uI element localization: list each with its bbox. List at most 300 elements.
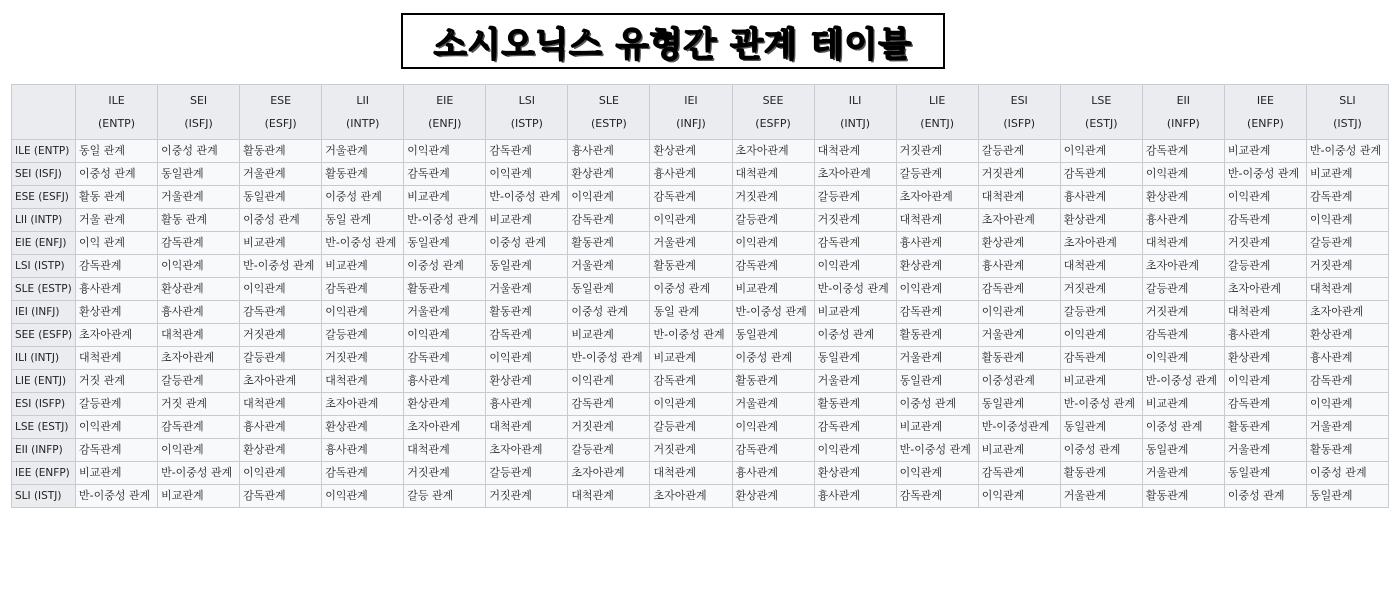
relation-cell: 활동관계 xyxy=(1306,439,1388,462)
relation-cell: 거울관계 xyxy=(1224,439,1306,462)
relation-cell: 흉사관계 xyxy=(650,163,732,186)
relation-cell: 활동 관계 xyxy=(158,209,240,232)
row-header: LIE (ENTJ) xyxy=(12,370,76,393)
relation-cell: 초자아관계 xyxy=(240,370,322,393)
column-header xyxy=(650,85,732,140)
relation-cell: 반-이중성 관계 xyxy=(1060,393,1142,416)
row-header: ESI (ISFP) xyxy=(12,393,76,416)
column-type: (ESTP) xyxy=(590,117,627,130)
relation-cell: 동일관계 xyxy=(978,393,1060,416)
relation-cell: 활동관계 xyxy=(568,232,650,255)
row-header: SEE (ESFP) xyxy=(12,324,76,347)
table-row xyxy=(12,140,1389,163)
relation-cell: 흉사관계 xyxy=(1060,186,1142,209)
relation-cell: 흉사관계 xyxy=(732,462,814,485)
relation-cell: 거짓관계 xyxy=(1060,278,1142,301)
row-header: EIE (ENFJ) xyxy=(12,232,76,255)
relation-cell: 동일 관계 xyxy=(322,209,404,232)
relation-cell: 갈등관계 xyxy=(486,462,568,485)
relation-cell: 흉사관계 xyxy=(404,370,486,393)
relation-cell: 거울관계 xyxy=(322,140,404,163)
row-header: ESE (ESFJ) xyxy=(12,186,76,209)
relation-cell: 이중성 관계 xyxy=(896,393,978,416)
relation-cell: 이익관계 xyxy=(240,462,322,485)
relation-cell: 활동관계 xyxy=(1224,416,1306,439)
relation-cell: 이익관계 xyxy=(1142,163,1224,186)
relation-cell: 이중성 관계 xyxy=(76,163,158,186)
relation-cell: 감독관계 xyxy=(486,324,568,347)
relation-cell: 갈등관계 xyxy=(158,370,240,393)
relation-cell: 이익관계 xyxy=(896,278,978,301)
relation-cell: 동일관계 xyxy=(1306,485,1388,508)
column-header xyxy=(1142,85,1224,140)
relation-cell: 활동관계 xyxy=(1060,462,1142,485)
relation-cell: 거울관계 xyxy=(1060,485,1142,508)
row-header: IEE (ENFP) xyxy=(12,462,76,485)
relation-cell: 이중성관계 xyxy=(978,370,1060,393)
row-header: LSE (ESTJ) xyxy=(12,416,76,439)
table-row xyxy=(12,209,1389,232)
table-row xyxy=(12,301,1389,324)
relation-cell: 이익관계 xyxy=(1306,393,1388,416)
relation-cell: 갈등관계 xyxy=(240,347,322,370)
relation-cell: 이익관계 xyxy=(322,485,404,508)
relation-cell: 거짓관계 xyxy=(240,324,322,347)
column-header xyxy=(404,85,486,140)
relation-cell: 초자아관계 xyxy=(732,140,814,163)
relation-cell: 감독관계 xyxy=(732,439,814,462)
relation-cell: 환상관계 xyxy=(732,485,814,508)
relation-cell: 비교관계 xyxy=(650,347,732,370)
relation-cell: 이익관계 xyxy=(1306,209,1388,232)
relation-cell: 초자아관계 xyxy=(814,163,896,186)
relation-cell: 동일관계 xyxy=(1060,416,1142,439)
relation-cell: 감독관계 xyxy=(1224,209,1306,232)
relation-cell: 흉사관계 xyxy=(322,439,404,462)
relation-cell: 활동 관계 xyxy=(76,186,158,209)
column-header xyxy=(978,85,1060,140)
column-code: LIE xyxy=(928,94,946,107)
relation-cell: 비교관계 xyxy=(1224,140,1306,163)
relation-cell: 흉사관계 xyxy=(1306,347,1388,370)
relation-cell: 동일 관계 xyxy=(76,140,158,163)
relation-cell: 감독관계 xyxy=(1142,140,1224,163)
column-type: (ENFJ) xyxy=(428,117,462,130)
relation-cell: 감독관계 xyxy=(650,370,732,393)
relation-cell: 이중성 관계 xyxy=(1142,416,1224,439)
row-header: EII (INFP) xyxy=(12,439,76,462)
relation-cell: 이익관계 xyxy=(978,301,1060,324)
relation-cell: 갈등관계 xyxy=(978,140,1060,163)
column-type: (ISTJ) xyxy=(1333,117,1362,130)
column-type: (ENTJ) xyxy=(920,117,955,130)
relation-cell: 갈등관계 xyxy=(1142,278,1224,301)
relation-cell: 흉사관계 xyxy=(1142,209,1224,232)
column-header xyxy=(896,85,978,140)
relation-cell: 감독관계 xyxy=(1224,393,1306,416)
relation-cell: 감독관계 xyxy=(1060,163,1142,186)
relation-cell: 이중성 관계 xyxy=(404,255,486,278)
relation-cell: 이익관계 xyxy=(404,140,486,163)
column-code: EII xyxy=(1176,94,1191,107)
table-row xyxy=(12,232,1389,255)
relation-cell: 환상관계 xyxy=(814,462,896,485)
relation-cell: 반-이중성 관계 xyxy=(240,255,322,278)
table-row xyxy=(12,186,1389,209)
column-type: (INFP) xyxy=(1166,117,1200,130)
relation-cell: 갈등관계 xyxy=(732,209,814,232)
relation-cell: 대척관계 xyxy=(1142,232,1224,255)
relation-cell: 흉사관계 xyxy=(814,485,896,508)
table-row xyxy=(12,439,1389,462)
relation-cell: 비교관계 xyxy=(896,416,978,439)
relation-cell: 활동관계 xyxy=(978,347,1060,370)
relation-cell: 비교관계 xyxy=(76,462,158,485)
relation-cell: 동일관계 xyxy=(404,232,486,255)
relation-cell: 거울관계 xyxy=(486,278,568,301)
relation-cell: 이중성 관계 xyxy=(158,140,240,163)
relation-cell: 감독관계 xyxy=(568,209,650,232)
column-code: SLI xyxy=(1339,94,1356,107)
relation-cell: 대척관계 xyxy=(486,416,568,439)
row-header: SEI (ISFJ) xyxy=(12,163,76,186)
relation-cell: 흉사관계 xyxy=(486,393,568,416)
column-header xyxy=(240,85,322,140)
relation-cell: 이익관계 xyxy=(1060,324,1142,347)
relation-cell: 대척관계 xyxy=(650,462,732,485)
relation-cell: 이익관계 xyxy=(1224,370,1306,393)
relation-cell: 갈등관계 xyxy=(76,393,158,416)
relation-cell: 반-이중성 관계 xyxy=(650,324,732,347)
relation-cell: 환상관계 xyxy=(76,301,158,324)
relation-cell: 초자아관계 xyxy=(76,324,158,347)
column-code: LII xyxy=(356,94,370,107)
relation-cell: 거짓관계 xyxy=(732,186,814,209)
relation-cell: 반-이중성 관계 xyxy=(404,209,486,232)
relation-cell: 거울관계 xyxy=(1306,416,1388,439)
table-body xyxy=(12,140,1389,508)
column-code: SLE xyxy=(598,94,619,107)
relation-cell: 비교관계 xyxy=(240,232,322,255)
relation-cell: 대척관계 xyxy=(978,186,1060,209)
relation-cell: 거울관계 xyxy=(814,370,896,393)
relation-cell: 동일관계 xyxy=(814,347,896,370)
relation-cell: 비교관계 xyxy=(404,186,486,209)
relation-cell: 초자아관계 xyxy=(1060,232,1142,255)
relation-cell: 이익관계 xyxy=(732,416,814,439)
relation-cell: 반-이중성 관계 xyxy=(732,301,814,324)
relation-cell: 동일관계 xyxy=(1224,462,1306,485)
column-header xyxy=(1224,85,1306,140)
relation-cell: 이익관계 xyxy=(486,347,568,370)
relation-cell: 거울관계 xyxy=(978,324,1060,347)
relation-cell: 거짓관계 xyxy=(978,163,1060,186)
relation-cell: 흉사관계 xyxy=(1224,324,1306,347)
relation-cell: 거짓관계 xyxy=(404,462,486,485)
column-code: IEE xyxy=(1256,94,1274,107)
relation-cell: 감독관계 xyxy=(732,255,814,278)
relation-cell: 초자아관계 xyxy=(568,462,650,485)
relation-cell: 환상관계 xyxy=(978,232,1060,255)
relation-cell: 동일관계 xyxy=(486,255,568,278)
relation-cell: 환상관계 xyxy=(486,370,568,393)
column-type: (ISTP) xyxy=(510,117,543,130)
relation-cell: 갈등관계 xyxy=(1306,232,1388,255)
relation-cell: 초자아관계 xyxy=(158,347,240,370)
page-title: 소시오닉스 유형간 관계 테이블 xyxy=(433,24,913,65)
relation-cell: 초자아관계 xyxy=(978,209,1060,232)
relation-cell: 활동관계 xyxy=(404,278,486,301)
relation-cell: 반-이중성 관계 xyxy=(896,439,978,462)
relation-cell: 갈등관계 xyxy=(568,439,650,462)
relation-cell: 감독관계 xyxy=(978,462,1060,485)
relation-cell: 감독관계 xyxy=(1060,347,1142,370)
relation-cell: 대척관계 xyxy=(814,140,896,163)
relation-cell: 거짓관계 xyxy=(814,209,896,232)
relation-cell: 비교관계 xyxy=(1306,163,1388,186)
row-header: LII (INTP) xyxy=(12,209,76,232)
relation-cell: 거울관계 xyxy=(568,255,650,278)
relation-cell: 이중성 관계 xyxy=(1060,439,1142,462)
relation-cell: 거짓관계 xyxy=(896,140,978,163)
table-row xyxy=(12,462,1389,485)
relation-cell: 동일 관계 xyxy=(650,301,732,324)
table-row xyxy=(12,324,1389,347)
relation-cell: 대척관계 xyxy=(76,347,158,370)
relation-cell: 이익관계 xyxy=(240,278,322,301)
relation-cell: 반-이중성 관계 xyxy=(486,186,568,209)
relation-cell: 비교관계 xyxy=(1142,393,1224,416)
relation-cell: 비교관계 xyxy=(1060,370,1142,393)
relation-cell: 이익관계 xyxy=(896,462,978,485)
row-header: LSI (ISTP) xyxy=(12,255,76,278)
relation-cell: 갈등관계 xyxy=(814,186,896,209)
relation-cell: 활동관계 xyxy=(814,393,896,416)
relation-cell: 이익관계 xyxy=(732,232,814,255)
table-row xyxy=(12,416,1389,439)
relation-cell: 초자아관계 xyxy=(1224,278,1306,301)
relation-cell: 반-이중성 관계 xyxy=(568,347,650,370)
relation-cell: 감독관계 xyxy=(404,347,486,370)
relation-cell: 갈등관계 xyxy=(322,324,404,347)
relation-cell: 거짓관계 xyxy=(1306,255,1388,278)
relation-cell: 거울관계 xyxy=(650,232,732,255)
column-header xyxy=(732,85,814,140)
column-type: (ESFJ) xyxy=(264,117,297,130)
relation-cell: 이익관계 xyxy=(1142,347,1224,370)
column-header xyxy=(1060,85,1142,140)
relation-cell: 활동관계 xyxy=(486,301,568,324)
column-type: (INTJ) xyxy=(840,117,871,130)
relation-cell: 감독관계 xyxy=(896,485,978,508)
relation-cell: 대척관계 xyxy=(1224,301,1306,324)
relation-cell: 이중성 관계 xyxy=(814,324,896,347)
relation-cell: 비교관계 xyxy=(814,301,896,324)
relation-cell: 이중성 관계 xyxy=(1306,462,1388,485)
relation-cell: 이익관계 xyxy=(814,255,896,278)
column-code: LSE xyxy=(1091,94,1112,107)
relation-cell: 이익관계 xyxy=(322,301,404,324)
relation-cell: 감독관계 xyxy=(1142,324,1224,347)
relation-cell: 흉사관계 xyxy=(896,232,978,255)
column-header xyxy=(568,85,650,140)
relation-cell: 거울관계 xyxy=(158,186,240,209)
title-box xyxy=(401,13,945,69)
relation-cell: 이익 관계 xyxy=(76,232,158,255)
relation-cell: 감독관계 xyxy=(76,255,158,278)
relation-cell: 비교관계 xyxy=(732,278,814,301)
relation-cell: 환상관계 xyxy=(650,140,732,163)
relation-cell: 갈등관계 xyxy=(1224,255,1306,278)
column-code: SEI xyxy=(190,94,208,107)
column-code: ESI xyxy=(1010,94,1028,107)
table-row xyxy=(12,393,1389,416)
relation-cell: 환상관계 xyxy=(1224,347,1306,370)
relation-cell: 감독관계 xyxy=(650,186,732,209)
relation-cell: 감독관계 xyxy=(404,163,486,186)
column-header xyxy=(322,85,404,140)
relation-cell: 갈등 관계 xyxy=(404,485,486,508)
relation-cell: 이중성 관계 xyxy=(732,347,814,370)
relation-cell: 초자아관계 xyxy=(486,439,568,462)
column-type: (ISFJ) xyxy=(184,117,213,130)
relation-cell: 이익관계 xyxy=(650,209,732,232)
relation-cell: 이익관계 xyxy=(76,416,158,439)
row-header: ILI (INTJ) xyxy=(12,347,76,370)
column-type: (INFJ) xyxy=(676,117,706,130)
relation-cell: 감독관계 xyxy=(896,301,978,324)
relation-cell: 동일관계 xyxy=(732,324,814,347)
relation-cell: 활동관계 xyxy=(732,370,814,393)
table-row xyxy=(12,370,1389,393)
relation-cell: 동일관계 xyxy=(1142,439,1224,462)
relation-cell: 초자아관계 xyxy=(650,485,732,508)
relation-cell: 비교관계 xyxy=(158,485,240,508)
relation-cell: 비교관계 xyxy=(978,439,1060,462)
relation-cell: 흉사관계 xyxy=(240,416,322,439)
relation-cell: 대척관계 xyxy=(240,393,322,416)
relation-cell: 거울관계 xyxy=(732,393,814,416)
relation-cell: 흉사관계 xyxy=(158,301,240,324)
table-row xyxy=(12,485,1389,508)
relation-cell: 흉사관계 xyxy=(978,255,1060,278)
column-type: (ESTJ) xyxy=(1085,117,1118,130)
relation-cell: 활동관계 xyxy=(240,140,322,163)
relation-cell: 이중성 관계 xyxy=(240,209,322,232)
relation-cell: 이중성 관계 xyxy=(1224,485,1306,508)
relation-cell: 거짓관계 xyxy=(650,439,732,462)
relation-cell: 이익관계 xyxy=(650,393,732,416)
relation-cell: 초자아관계 xyxy=(404,416,486,439)
relation-cell: 초자아관계 xyxy=(896,186,978,209)
row-header: SLI (ISTJ) xyxy=(12,485,76,508)
column-code: SEE xyxy=(762,94,784,107)
relation-cell: 반-이중성관계 xyxy=(978,416,1060,439)
relation-cell: 거울 관계 xyxy=(76,209,158,232)
relation-cell: 반-이중성 관계 xyxy=(1142,370,1224,393)
row-header: IEI (INFJ) xyxy=(12,301,76,324)
relation-cell: 이중성 관계 xyxy=(568,301,650,324)
row-header: SLE (ESTP) xyxy=(12,278,76,301)
column-type: (ESFP) xyxy=(755,117,791,130)
corner-cell xyxy=(12,85,76,140)
column-code: EIE xyxy=(436,94,454,107)
column-type: (ENFP) xyxy=(1247,117,1284,130)
relation-cell: 이중성 관계 xyxy=(322,186,404,209)
relation-cell: 감독관계 xyxy=(1306,186,1388,209)
relation-cell: 환상관계 xyxy=(158,278,240,301)
relation-cell: 반-이중성 관계 xyxy=(1224,163,1306,186)
relation-cell: 대척관계 xyxy=(1060,255,1142,278)
relation-cell: 반-이중성 관계 xyxy=(76,485,158,508)
relation-cell: 환상관계 xyxy=(322,416,404,439)
relation-cell: 이익관계 xyxy=(568,370,650,393)
relation-cell: 감독관계 xyxy=(158,416,240,439)
relation-cell: 거울관계 xyxy=(896,347,978,370)
relation-cell: 대척관계 xyxy=(568,485,650,508)
relation-cell: 동일관계 xyxy=(158,163,240,186)
relation-cell: 반-이중성 관계 xyxy=(1306,140,1388,163)
relation-cell: 거울관계 xyxy=(240,163,322,186)
relation-cell: 흉사관계 xyxy=(76,278,158,301)
relation-cell: 감독관계 xyxy=(814,232,896,255)
relation-cell: 감독관계 xyxy=(240,485,322,508)
relation-cell: 거짓관계 xyxy=(486,485,568,508)
relation-cell: 비교관계 xyxy=(486,209,568,232)
relation-cell: 대척관계 xyxy=(158,324,240,347)
relation-cell: 갈등관계 xyxy=(896,163,978,186)
relation-cell: 감독관계 xyxy=(322,462,404,485)
relation-cell: 감독관계 xyxy=(978,278,1060,301)
relation-cell: 이익관계 xyxy=(1224,186,1306,209)
relation-cell: 대척관계 xyxy=(404,439,486,462)
relation-cell: 감독관계 xyxy=(1306,370,1388,393)
relation-cell: 이익관계 xyxy=(1060,140,1142,163)
relation-cell: 이익관계 xyxy=(404,324,486,347)
relation-cell: 반-이중성 관계 xyxy=(158,462,240,485)
relation-cell: 활동관계 xyxy=(322,163,404,186)
column-header xyxy=(486,85,568,140)
relation-cell: 이중성 관계 xyxy=(650,278,732,301)
column-code: ILE xyxy=(108,94,125,107)
relation-cell: 반-이중성 관계 xyxy=(322,232,404,255)
relation-cell: 감독관계 xyxy=(76,439,158,462)
relation-cell: 거짓관계 xyxy=(1142,301,1224,324)
column-header xyxy=(1306,85,1388,140)
relation-cell: 활동관계 xyxy=(1142,485,1224,508)
relation-cell: 초자아관계 xyxy=(1142,255,1224,278)
relation-cell: 거짓 관계 xyxy=(76,370,158,393)
relation-cell: 대척관계 xyxy=(1306,278,1388,301)
relation-cell: 환상관계 xyxy=(896,255,978,278)
relation-cell: 환상관계 xyxy=(1142,186,1224,209)
column-code: ESE xyxy=(270,94,292,107)
relation-cell: 환상관계 xyxy=(1060,209,1142,232)
table-header xyxy=(12,85,1389,140)
header-row xyxy=(12,85,1389,140)
relation-cell: 이익관계 xyxy=(158,255,240,278)
relation-cell: 활동관계 xyxy=(896,324,978,347)
relation-cell: 이익관계 xyxy=(486,163,568,186)
column-code: IEI xyxy=(684,94,698,107)
relation-cell: 대척관계 xyxy=(732,163,814,186)
relation-cell: 이익관계 xyxy=(568,186,650,209)
relation-cell: 이익관계 xyxy=(814,439,896,462)
relation-cell: 거짓관계 xyxy=(1224,232,1306,255)
relation-cell: 환상관계 xyxy=(240,439,322,462)
relation-cell: 동일관계 xyxy=(240,186,322,209)
column-header xyxy=(76,85,158,140)
